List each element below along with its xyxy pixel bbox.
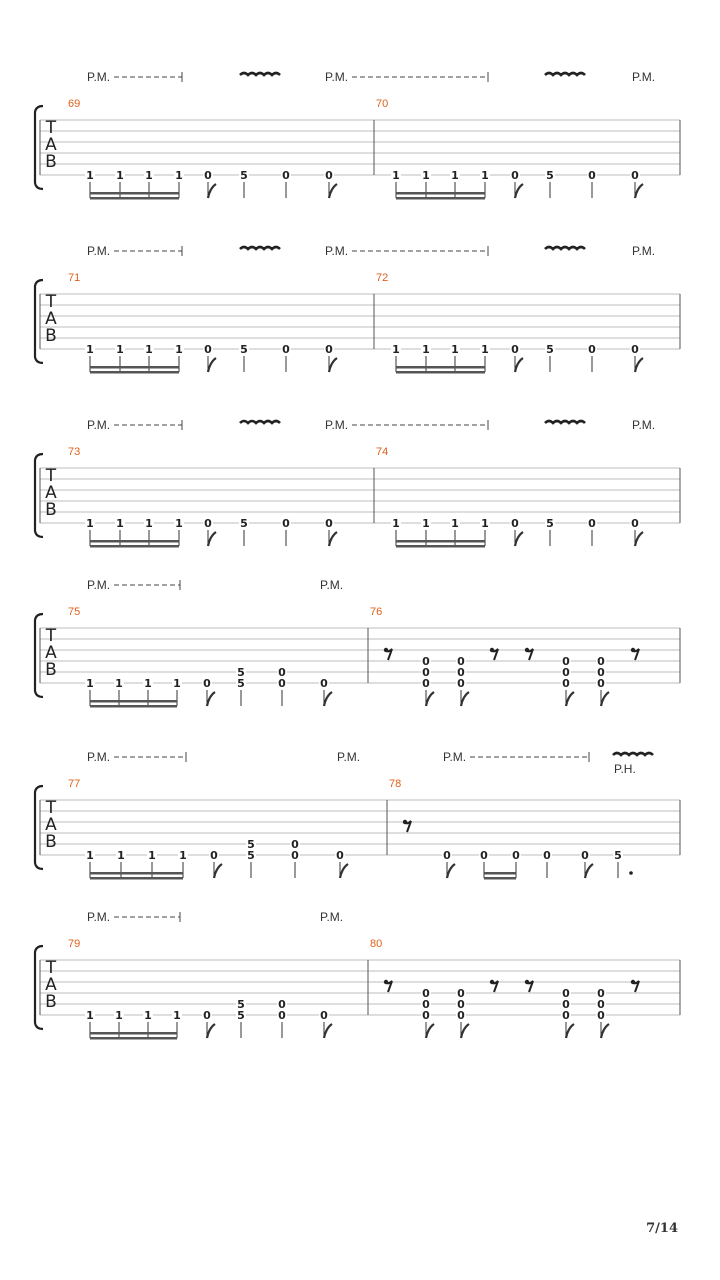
fret-number: 1 [116, 517, 124, 530]
note-flag [566, 1024, 574, 1038]
fret-number: 0 [422, 987, 430, 1000]
fret-number: 1 [173, 677, 181, 690]
fret-number: 0 [422, 666, 430, 679]
fret-number: 0 [204, 169, 212, 182]
fret-number: 1 [115, 677, 123, 690]
fret-number: 0 [278, 998, 286, 1011]
tab-clef-letter: A [45, 135, 57, 155]
rest-dot [631, 980, 635, 984]
beam [90, 192, 179, 195]
beam [90, 877, 183, 880]
fret-number: 1 [481, 343, 489, 356]
beam [90, 700, 177, 703]
fret-number: 5 [546, 517, 554, 530]
palm-mute-label: P.M. [87, 578, 111, 592]
fret-number: 1 [145, 169, 153, 182]
page-number: 7/14 [646, 1221, 678, 1236]
beam [484, 872, 516, 875]
fret-number: 0 [278, 666, 286, 679]
beam [396, 371, 485, 374]
note-flag [515, 358, 523, 372]
fret-number: 0 [511, 343, 519, 356]
fret-number: 0 [597, 1009, 605, 1022]
fret-number: 1 [481, 517, 489, 530]
measure-number: 69 [68, 98, 81, 110]
note-flag [214, 864, 222, 878]
rest-dot [525, 648, 529, 652]
system-1 [35, 70, 680, 200]
fret-number: 0 [291, 849, 299, 862]
fret-number: 0 [325, 343, 333, 356]
note-flag [324, 692, 332, 706]
note-flag [207, 1024, 215, 1038]
beam [90, 1032, 177, 1035]
beam [90, 545, 179, 548]
palm-mute-label: P.M. [325, 244, 349, 258]
fret-number: 0 [511, 517, 519, 530]
palm-mute-label: P.M. [443, 750, 467, 764]
fret-number: 0 [282, 169, 290, 182]
fret-number: 5 [546, 343, 554, 356]
vibrato-mark [545, 421, 585, 423]
fret-number: 5 [237, 998, 245, 1011]
palm-mute-label: P.M. [87, 244, 111, 258]
note-flag [515, 532, 523, 546]
fret-number: 0 [457, 1009, 465, 1022]
note-flag [635, 532, 643, 546]
tab-clef-letter: A [45, 643, 57, 663]
fret-number: 0 [422, 655, 430, 668]
note-flag [340, 864, 348, 878]
fret-number: 0 [282, 517, 290, 530]
tab-clef-letter: A [45, 815, 57, 835]
note-flag [447, 864, 455, 878]
fret-number: 1 [115, 1009, 123, 1022]
fret-number: 0 [203, 1009, 211, 1022]
note-flag [585, 864, 593, 878]
note-flag [329, 184, 337, 198]
rest-dot [525, 980, 529, 984]
tab-clef-letter: B [45, 992, 57, 1012]
note-flag [515, 184, 523, 198]
fret-number: 5 [240, 517, 248, 530]
fret-number: 1 [422, 169, 430, 182]
fret-number: 1 [86, 849, 94, 862]
fret-number: 0 [204, 517, 212, 530]
fret-number: 0 [597, 987, 605, 1000]
fret-number: 1 [179, 849, 187, 862]
tab-clef-letter: T [45, 798, 57, 818]
measure-number: 78 [389, 778, 402, 790]
note-flag [566, 692, 574, 706]
fret-number: 0 [631, 169, 639, 182]
fret-number: 1 [86, 1009, 94, 1022]
fret-number: 0 [562, 1009, 570, 1022]
fret-number: 0 [588, 517, 596, 530]
fret-number: 0 [543, 849, 551, 862]
note-flag [329, 532, 337, 546]
tab-clef-letter: A [45, 975, 57, 995]
fret-number: 0 [291, 838, 299, 851]
beam [90, 872, 183, 875]
measure-number: 74 [376, 446, 389, 458]
beam [396, 545, 485, 548]
beam [484, 877, 516, 880]
fret-number: 1 [422, 343, 430, 356]
staff-bracket [35, 614, 43, 697]
beam [90, 197, 179, 200]
fret-number: 0 [597, 666, 605, 679]
fret-number: 0 [457, 677, 465, 690]
tab-clef-letter: A [45, 309, 57, 329]
fret-number: 0 [480, 849, 488, 862]
fret-number: 0 [422, 998, 430, 1011]
fret-number: 0 [282, 343, 290, 356]
fret-number: 1 [173, 1009, 181, 1022]
pinch-harmonic-label: P.H. [614, 762, 636, 776]
fret-number: 0 [325, 517, 333, 530]
palm-mute-label: P.M. [325, 418, 349, 432]
fret-number: 1 [451, 343, 459, 356]
vibrato-mark [240, 421, 280, 423]
vibrato-mark [240, 247, 280, 249]
measure-number: 70 [376, 98, 389, 110]
fret-number: 1 [117, 849, 125, 862]
note-flag [208, 532, 216, 546]
measure-number: 79 [68, 938, 81, 950]
fret-number: 0 [422, 1009, 430, 1022]
staff-bracket [35, 280, 43, 363]
fret-number: 5 [247, 849, 255, 862]
fret-number: 5 [240, 169, 248, 182]
tab-clef-letter: B [45, 152, 57, 172]
fret-number: 1 [144, 1009, 152, 1022]
fret-number: 0 [278, 1009, 286, 1022]
fret-number: 1 [86, 343, 94, 356]
vibrato-mark [545, 73, 585, 75]
note-flag [426, 692, 434, 706]
system-4 [35, 578, 680, 708]
palm-mute-label: P.M. [337, 750, 361, 764]
fret-number: 0 [457, 987, 465, 1000]
palm-mute-label: P.M. [325, 70, 349, 84]
palm-mute-label: P.M. [632, 244, 656, 258]
rest-dot [384, 648, 388, 652]
fret-number: 0 [562, 987, 570, 1000]
fret-number: 1 [86, 677, 94, 690]
staff-bracket [35, 106, 43, 189]
tab-clef-letter: T [45, 118, 57, 138]
tab-clef-letter: T [45, 466, 57, 486]
vibrato-mark [545, 247, 585, 249]
tab-clef-letter: T [45, 626, 57, 646]
fret-number: 1 [86, 517, 94, 530]
measure-number: 76 [370, 606, 383, 618]
fret-number: 1 [392, 517, 400, 530]
fret-number: 1 [481, 169, 489, 182]
fret-number: 0 [512, 849, 520, 862]
measure-number: 72 [376, 272, 389, 284]
fret-number: 0 [320, 677, 328, 690]
fret-number: 0 [457, 655, 465, 668]
fret-number: 1 [175, 517, 183, 530]
measure-number: 73 [68, 446, 81, 458]
fret-number: 5 [614, 849, 622, 862]
palm-mute-label: P.M. [87, 418, 111, 432]
beam [396, 197, 485, 200]
fret-number: 0 [278, 677, 286, 690]
fret-number: 5 [240, 343, 248, 356]
tab-clef-letter: B [45, 660, 57, 680]
fret-number: 0 [511, 169, 519, 182]
fret-number: 0 [562, 677, 570, 690]
beam [90, 366, 179, 369]
fret-number: 0 [443, 849, 451, 862]
tab-clef-letter: A [45, 483, 57, 503]
fret-number: 0 [588, 343, 596, 356]
fret-number: 0 [562, 998, 570, 1011]
tab-clef-letter: B [45, 500, 57, 520]
fret-number: 0 [457, 998, 465, 1011]
rest-dot [490, 648, 494, 652]
beam [396, 540, 485, 543]
note-flag [426, 1024, 434, 1038]
note-flag [208, 184, 216, 198]
measure-number: 77 [68, 778, 81, 790]
fret-number: 0 [631, 517, 639, 530]
fret-number: 5 [237, 666, 245, 679]
tab-clef-letter: B [45, 326, 57, 346]
fret-number: 0 [336, 849, 344, 862]
system-6 [35, 910, 680, 1040]
note-flag [461, 1024, 469, 1038]
fret-number: 0 [631, 343, 639, 356]
staff-bracket [35, 946, 43, 1029]
tab-clef-letter: T [45, 292, 57, 312]
fret-number: 1 [145, 517, 153, 530]
beam [90, 1037, 177, 1040]
vibrato-mark [613, 753, 653, 755]
beam [396, 366, 485, 369]
system-3 [35, 418, 680, 548]
fret-number: 0 [588, 169, 596, 182]
note-flag [208, 358, 216, 372]
beam [90, 705, 177, 708]
fret-number: 0 [597, 998, 605, 1011]
fret-number: 1 [86, 169, 94, 182]
note-flag [207, 692, 215, 706]
palm-mute-label: P.M. [632, 70, 656, 84]
palm-mute-label: P.M. [87, 750, 111, 764]
note-flag [324, 1024, 332, 1038]
beam [90, 371, 179, 374]
fret-number: 0 [325, 169, 333, 182]
rest-dot [631, 648, 635, 652]
fret-number: 0 [457, 666, 465, 679]
note-dot [629, 871, 633, 875]
fret-number: 0 [562, 655, 570, 668]
tab-clef-letter: B [45, 832, 57, 852]
fret-number: 1 [451, 169, 459, 182]
fret-number: 1 [116, 343, 124, 356]
system-5 [35, 750, 680, 880]
fret-number: 1 [422, 517, 430, 530]
fret-number: 0 [597, 677, 605, 690]
measure-number: 71 [68, 272, 81, 284]
rest-dot [490, 980, 494, 984]
fret-number: 0 [422, 677, 430, 690]
fret-number: 1 [144, 677, 152, 690]
staff-bracket [35, 786, 43, 869]
note-flag [329, 358, 337, 372]
fret-number: 1 [175, 169, 183, 182]
fret-number: 0 [203, 677, 211, 690]
palm-mute-label: P.M. [632, 418, 656, 432]
beam [90, 540, 179, 543]
fret-number: 5 [237, 1009, 245, 1022]
rest-dot [384, 980, 388, 984]
fret-number: 0 [210, 849, 218, 862]
note-flag [635, 184, 643, 198]
note-flag [461, 692, 469, 706]
rest-dot [403, 820, 407, 824]
palm-mute-label: P.M. [87, 70, 111, 84]
fret-number: 0 [562, 666, 570, 679]
fret-number: 0 [204, 343, 212, 356]
fret-number: 1 [148, 849, 156, 862]
fret-number: 1 [392, 169, 400, 182]
fret-number: 0 [320, 1009, 328, 1022]
fret-number: 0 [597, 655, 605, 668]
vibrato-mark [240, 73, 280, 75]
measure-number: 75 [68, 606, 81, 618]
fret-number: 0 [581, 849, 589, 862]
fret-number: 1 [392, 343, 400, 356]
palm-mute-label: P.M. [320, 910, 344, 924]
note-flag [601, 692, 609, 706]
measure-number: 80 [370, 938, 383, 950]
fret-number: 1 [116, 169, 124, 182]
fret-number: 1 [175, 343, 183, 356]
staff-bracket [35, 454, 43, 537]
note-flag [635, 358, 643, 372]
tab-clef-letter: T [45, 958, 57, 978]
beam [396, 192, 485, 195]
palm-mute-label: P.M. [320, 578, 344, 592]
fret-number: 1 [145, 343, 153, 356]
fret-number: 5 [247, 838, 255, 851]
system-2 [35, 244, 680, 374]
fret-number: 5 [546, 169, 554, 182]
palm-mute-label: P.M. [87, 910, 111, 924]
fret-number: 1 [451, 517, 459, 530]
note-flag [601, 1024, 609, 1038]
fret-number: 5 [237, 677, 245, 690]
